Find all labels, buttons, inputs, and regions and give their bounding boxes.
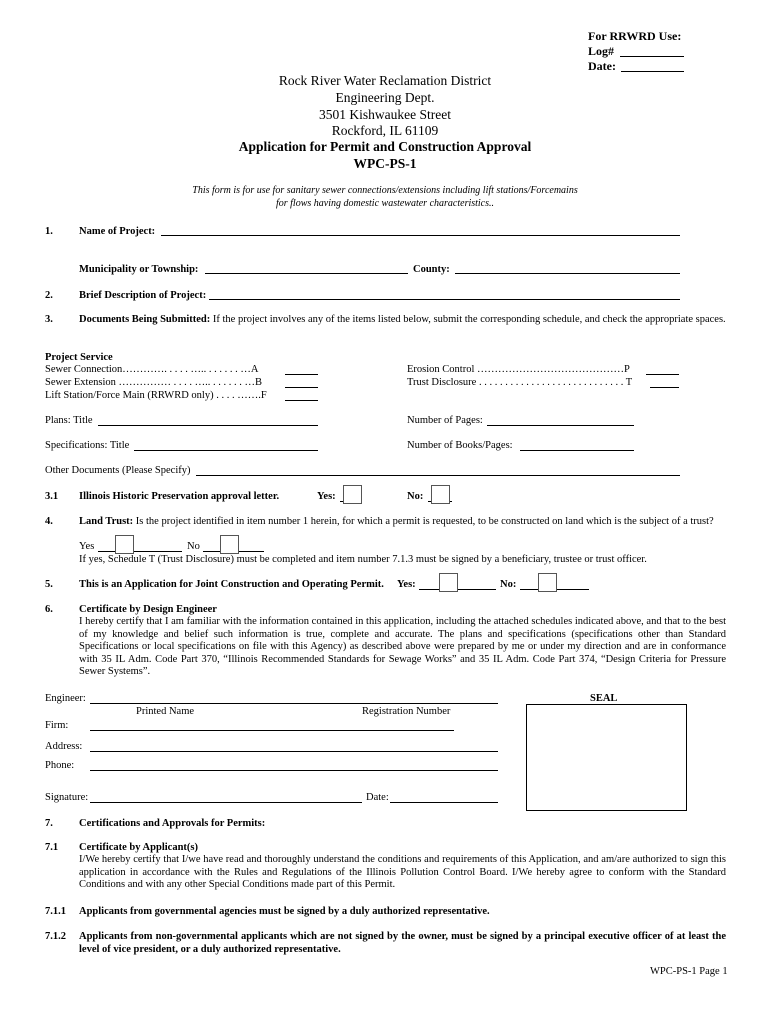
specs-books-field[interactable] xyxy=(520,450,634,451)
seal-label: SEAL xyxy=(590,693,618,704)
item-7-1-2-number: 7.1.2 xyxy=(45,931,66,942)
non-governmental-applicants-text: Applicants from non-governmental applicants which are not signed by the owner, must be signed by a principal executive officer of at least the level of vice president, or a duly authorized representative. xyxy=(79,931,726,955)
land-trust-note: If yes, Schedule T (Trust Disclosure) must be completed and item number 7.1.3 must be signed by a beneficiary, trustee or trust officer. xyxy=(79,554,647,565)
engineer-date-field[interactable] xyxy=(390,802,498,803)
service-sewer-connection: Sewer Connection…………. . . . . ….. . . . . . . …A xyxy=(45,364,259,375)
item-4-number: 4. xyxy=(45,516,53,527)
other-documents-label: Other Documents (Please Specify) xyxy=(45,465,191,476)
joint-permit-no-checkbox[interactable] xyxy=(538,573,557,592)
design-engineer-title: Certificate by Design Engineer xyxy=(79,604,217,615)
land-trust-heading: Land Trust: xyxy=(79,516,134,527)
item-7-number: 7. xyxy=(45,818,53,829)
certifications-heading: Certifications and Approvals for Permits: xyxy=(79,818,266,829)
street-address: 3501 Kishwaukee Street xyxy=(319,107,451,122)
county-field[interactable] xyxy=(455,273,680,274)
service-sewer-extension: Sewer Extension …………… . . . . ….. . . . . . . …B xyxy=(45,377,262,388)
joint-permit-yes-checkbox[interactable] xyxy=(439,573,458,592)
registration-caption: Registration Number xyxy=(362,706,451,717)
plans-title-label: Plans: Title xyxy=(45,415,93,426)
item-7-1-1-number: 7.1.1 xyxy=(45,906,66,917)
address-field[interactable] xyxy=(90,751,498,752)
firm-label: Firm: xyxy=(45,720,69,731)
documents-text: If the project involves any of the items listed below, submit the corresponding schedule, and check the appropriate spaces. xyxy=(212,314,726,325)
historic-preservation-label: Illinois Historic Preservation approval letter. xyxy=(79,491,280,502)
land-trust-no-checkbox[interactable] xyxy=(220,535,239,554)
governmental-applicants-text: Applicants from governmental agencies must be signed by a duly authorized representative. xyxy=(79,906,490,917)
specs-title-field[interactable] xyxy=(134,450,318,451)
firm-field[interactable] xyxy=(90,730,454,731)
service-erosion-control: Erosion Control ……………………………………P xyxy=(407,364,630,375)
service-p-field[interactable] xyxy=(646,374,679,375)
dept-name: Engineering Dept. xyxy=(335,90,435,105)
form-code: WPC-PS-1 xyxy=(353,156,417,171)
project-name-label: Name of Project: xyxy=(79,226,156,237)
item-7-1-number: 7.1 xyxy=(45,842,59,853)
page-footer: WPC-PS-1 Page 1 xyxy=(650,966,728,977)
item-3-1-number: 3.1 xyxy=(45,491,59,502)
service-a-field[interactable] xyxy=(285,374,318,375)
applicant-certificate-title: Certificate by Applicant(s) xyxy=(79,842,198,853)
description-field[interactable] xyxy=(209,299,680,300)
documents-paragraph xyxy=(79,314,726,327)
joint-permit-no-label: No: xyxy=(500,579,517,590)
specs-title-label: Specifications: Title xyxy=(45,440,130,451)
historic-yes-checkbox[interactable] xyxy=(343,485,362,504)
item-2-number: 2. xyxy=(45,290,53,301)
municipality-field[interactable] xyxy=(205,273,408,274)
service-lift-station: Lift Station/Force Main (RRWRD only) . . . . …….F xyxy=(45,390,267,401)
land-trust-paragraph xyxy=(79,516,726,529)
service-b-field[interactable] xyxy=(285,387,318,388)
intro-line-1: This form is for use for sanitary sewer connections/extensions including lift stations/Forcemains xyxy=(192,185,578,196)
item-5-number: 5. xyxy=(45,579,53,590)
address-label: Address: xyxy=(45,741,83,752)
engineer-label: Engineer: xyxy=(45,693,86,704)
land-trust-no-label: No xyxy=(187,541,200,552)
intro-line-2: for flows having domestic wastewater characteristics.. xyxy=(275,198,495,209)
municipality-label: Municipality or Township: xyxy=(79,264,199,275)
plans-pages-field[interactable] xyxy=(487,425,634,426)
documents-heading: Documents Being Submitted: xyxy=(79,314,211,325)
description-label: Brief Description of Project: xyxy=(79,290,207,301)
land-trust-yes-label: Yes xyxy=(79,541,95,552)
printed-name-caption: Printed Name xyxy=(136,706,195,717)
phone-field[interactable] xyxy=(90,770,498,771)
land-trust-text: Is the project identified in item number 1 herein, for which a permit is requested, to be constructed on land which is the subject of a trust? xyxy=(135,516,714,527)
design-engineer-text: I hereby certify that I am familiar with the information contained in this application, including the attached schedules indicated above, and that to the best of my knowledge and belief such information is true, complete and accurate. The plans and specifications (specifications other than Standard Specifications or local specifications on file with this Agency) as described above were prepared by me or under my direction and are in conformance with 35 IL Adm. Code Part 370, “Illinois Recommended Standards for Sewage Works” and 35 IL Adm. Code Part 374, “Design Criteria for Pressure Sewer Systems”. xyxy=(79,616,726,678)
item-3-number: 3. xyxy=(45,314,53,325)
phone-label: Phone: xyxy=(45,760,75,771)
engineer-field[interactable] xyxy=(90,703,498,704)
signature-label: Signature: xyxy=(45,792,89,803)
historic-yes-label: Yes: xyxy=(317,491,336,502)
org-name: Rock River Water Reclamation District xyxy=(278,73,492,88)
office-date-label: Date: xyxy=(588,59,616,73)
signature-field[interactable] xyxy=(90,802,362,803)
form-title: Application for Permit and Construction Approval xyxy=(238,139,532,154)
historic-no-checkbox[interactable] xyxy=(431,485,450,504)
land-trust-yes-line xyxy=(98,551,182,552)
historic-no-label: No: xyxy=(407,491,424,502)
item-1-number: 1. xyxy=(45,226,53,237)
service-t-field[interactable] xyxy=(650,387,679,388)
applicant-certificate-text: I/We hereby certify that I/we have read and thoroughly understand the conditions and requirements of this Application, and am/are authorized to sign this application in accordance with the Rules and Regulations of the Illinois Pollution Control Board. I/We hereby agree to conform with the Standard Conditions and with any other Special Conditions made part of this Permit. xyxy=(79,854,726,891)
city-state: Rockford, IL 61109 xyxy=(331,123,439,138)
seal-box xyxy=(526,704,687,811)
joint-permit-yes-label: Yes: xyxy=(397,579,416,590)
log-label: Log# xyxy=(588,44,615,58)
land-trust-yes-checkbox[interactable] xyxy=(115,535,134,554)
item-6-number: 6. xyxy=(45,604,53,615)
engineer-date-label: Date: xyxy=(366,792,389,803)
specs-books-label: Number of Books/Pages: xyxy=(407,440,513,451)
plans-pages-label: Number of Pages: xyxy=(407,415,483,426)
project-service-title: Project Service xyxy=(45,352,113,363)
project-name-field[interactable] xyxy=(161,235,680,236)
service-trust-disclosure: Trust Disclosure . . . . . . . . . . . . . . . . . . . . . . . . . . . . T xyxy=(407,377,633,388)
other-documents-field[interactable] xyxy=(196,475,680,476)
plans-title-field[interactable] xyxy=(98,425,318,426)
office-date-field[interactable] xyxy=(621,71,684,72)
log-field[interactable] xyxy=(620,56,684,57)
service-f-field[interactable] xyxy=(285,400,318,401)
county-label: County: xyxy=(413,264,450,275)
office-use-title: For RRWRD Use: xyxy=(588,29,682,43)
joint-permit-label: This is an Application for Joint Construction and Operating Permit. xyxy=(79,579,384,590)
